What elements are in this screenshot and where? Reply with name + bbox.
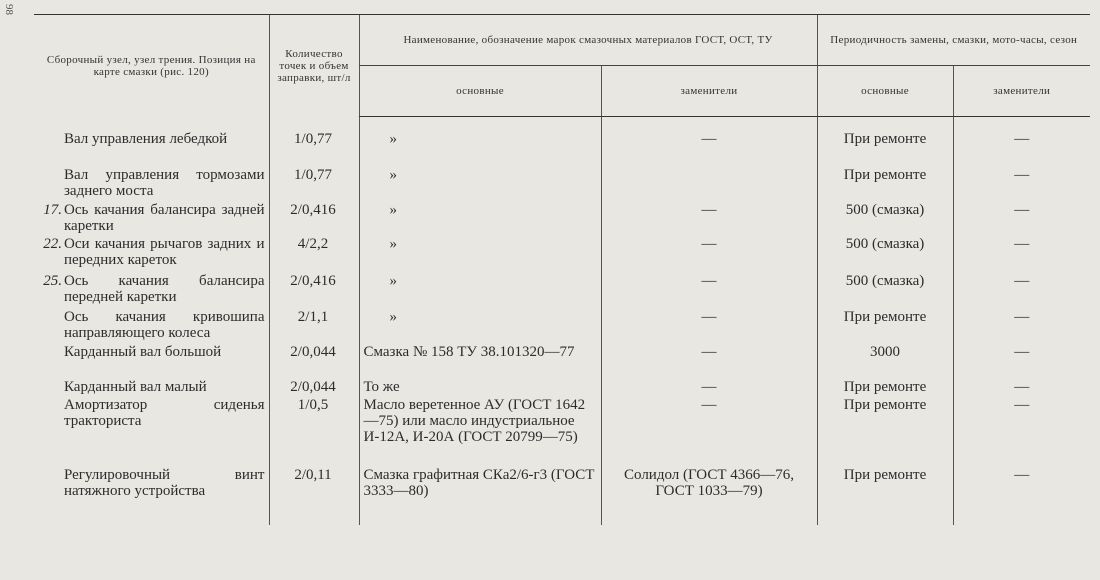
lubrication-table bbox=[34, 14, 1090, 525]
material-sub-cell bbox=[601, 202, 817, 236]
interval-main-text: 500 (смазка) bbox=[845, 236, 925, 252]
table-row bbox=[34, 344, 1090, 379]
quantity-text: 2/0,416 bbox=[290, 202, 336, 218]
material-main-text: » bbox=[389, 309, 397, 325]
interval-main-text: При ремонте bbox=[843, 309, 927, 325]
material-sub-cell bbox=[601, 273, 817, 309]
interval-sub-text: — bbox=[1014, 131, 1030, 147]
material-main-text: То же bbox=[363, 379, 400, 395]
interval-sub-text: — bbox=[1014, 167, 1030, 183]
interval-main-cell bbox=[817, 344, 953, 379]
header-interval: Периодичность замены, смазки, мото-часы, сезон bbox=[817, 15, 1090, 66]
material-main-text: » bbox=[389, 202, 397, 218]
assembly-name-cell bbox=[34, 273, 269, 309]
interval-main-cell bbox=[817, 397, 953, 467]
material-sub-text: — bbox=[701, 131, 717, 147]
interval-sub-cell bbox=[953, 344, 1090, 379]
assembly-name-text: Амортизатор сиденья тракториста bbox=[64, 397, 265, 429]
table-row bbox=[34, 202, 1090, 236]
material-sub-cell bbox=[601, 397, 817, 467]
material-main-cell bbox=[359, 131, 601, 167]
interval-main-text: 500 (смазка) bbox=[845, 273, 925, 289]
table-row bbox=[34, 167, 1090, 202]
material-sub-cell bbox=[601, 344, 817, 379]
interval-main-cell bbox=[817, 131, 953, 167]
interval-sub-cell bbox=[953, 202, 1090, 236]
assembly-name-text: Регулировочный винт натяжного устройства bbox=[64, 467, 265, 499]
interval-main-cell bbox=[817, 167, 953, 202]
quantity-text: 1/0,5 bbox=[297, 397, 329, 413]
assembly-name-cell bbox=[34, 379, 269, 397]
material-sub-text: — bbox=[701, 236, 717, 252]
quantity-text: 1/0,77 bbox=[294, 131, 332, 147]
header-assembly: Сборочный узел, узел трения. Позиция на карте смазки (рис. 120) bbox=[34, 15, 269, 117]
material-main-text: » bbox=[389, 273, 397, 289]
interval-sub-cell bbox=[953, 236, 1090, 273]
position-number: 17. bbox=[43, 202, 62, 218]
interval-main-cell bbox=[817, 309, 953, 344]
position-number: 22. bbox=[43, 236, 62, 252]
material-sub-cell bbox=[601, 236, 817, 273]
interval-main-text: При ремонте bbox=[843, 467, 927, 483]
header-interval-sub: заменители bbox=[953, 66, 1090, 117]
interval-sub-cell bbox=[953, 397, 1090, 467]
quantity-text: 2/0,044 bbox=[290, 344, 336, 360]
assembly-name-cell bbox=[34, 202, 269, 236]
material-main-text: Масло веретенное АУ (ГОСТ 1642—75) или масло индустриальное И-12А, И-20А (ГОСТ 20799—75) bbox=[363, 397, 586, 445]
quantity-text: 1/0,77 bbox=[294, 167, 332, 183]
table-row bbox=[34, 379, 1090, 397]
assembly-name-text: Ось качания балансира задней каретки bbox=[64, 202, 265, 234]
assembly-name-text: Ось качания кривошипа направляющего колеса bbox=[64, 309, 265, 341]
assembly-name-cell bbox=[34, 467, 269, 525]
assembly-name-text: Вал управления лебедкой bbox=[64, 131, 228, 147]
interval-main-cell bbox=[817, 202, 953, 236]
interval-sub-text: — bbox=[1014, 397, 1030, 413]
assembly-name-text: Вал управления тормозами заднего моста bbox=[64, 167, 265, 199]
interval-main-text: При ремонте bbox=[843, 131, 927, 147]
header-materials: Наименование, обозначение марок смазочных материалов ГОСТ, ОСТ, ТУ bbox=[359, 15, 817, 66]
quantity-cell bbox=[269, 167, 359, 202]
interval-sub-cell bbox=[953, 309, 1090, 344]
material-main-cell bbox=[359, 467, 601, 525]
interval-sub-text: — bbox=[1014, 344, 1030, 360]
page-number: 98 bbox=[3, 4, 15, 15]
header-quantity: Количество точек и объем заправки, шт/л bbox=[269, 15, 359, 117]
material-main-cell bbox=[359, 273, 601, 309]
assembly-name-cell bbox=[34, 167, 269, 202]
quantity-text: 4/2,2 bbox=[297, 236, 329, 252]
interval-sub-cell bbox=[953, 167, 1090, 202]
interval-main-cell bbox=[817, 273, 953, 309]
interval-main-cell bbox=[817, 467, 953, 525]
interval-main-text: 3000 bbox=[870, 344, 900, 360]
quantity-cell bbox=[269, 467, 359, 525]
quantity-cell bbox=[269, 309, 359, 344]
quantity-cell bbox=[269, 379, 359, 397]
material-sub-cell bbox=[601, 167, 817, 202]
material-sub-text: — bbox=[701, 379, 717, 395]
interval-sub-text: — bbox=[1014, 236, 1030, 252]
material-main-text: » bbox=[389, 131, 397, 147]
table-row bbox=[34, 467, 1090, 525]
material-sub-cell bbox=[601, 309, 817, 344]
assembly-name-cell bbox=[34, 309, 269, 344]
table-body bbox=[34, 117, 1090, 526]
material-sub-cell bbox=[601, 467, 817, 525]
material-main-cell bbox=[359, 202, 601, 236]
assembly-name-text: Карданный вал большой bbox=[64, 344, 222, 360]
interval-sub-text: — bbox=[1014, 273, 1030, 289]
quantity-text: 2/0,044 bbox=[290, 379, 336, 395]
material-main-cell bbox=[359, 309, 601, 344]
interval-main-text: При ремонте bbox=[843, 397, 927, 413]
quantity-cell bbox=[269, 344, 359, 379]
header-materials-sub: заменители bbox=[601, 66, 817, 117]
assembly-name-text: Ось качания балансира передней каретки bbox=[64, 273, 265, 305]
material-sub-cell bbox=[601, 379, 817, 397]
material-sub-text: — bbox=[701, 273, 717, 289]
quantity-cell bbox=[269, 202, 359, 236]
material-main-text: Смазка № 158 ТУ 38.101320—77 bbox=[363, 344, 575, 360]
assembly-name-cell bbox=[34, 131, 269, 167]
quantity-text: 2/1,1 bbox=[297, 309, 329, 325]
quantity-text: 2/0,11 bbox=[294, 467, 332, 483]
material-main-cell bbox=[359, 167, 601, 202]
interval-sub-text: — bbox=[1014, 379, 1030, 395]
interval-main-text: 500 (смазка) bbox=[845, 202, 925, 218]
assembly-name-cell bbox=[34, 236, 269, 273]
interval-sub-cell bbox=[953, 379, 1090, 397]
table-row bbox=[34, 397, 1090, 467]
quantity-cell bbox=[269, 397, 359, 467]
table-row bbox=[34, 131, 1090, 167]
material-main-cell bbox=[359, 379, 601, 397]
interval-main-cell bbox=[817, 236, 953, 273]
material-sub-text: — bbox=[701, 309, 717, 325]
interval-sub-text: — bbox=[1014, 202, 1030, 218]
header-materials-main: основные bbox=[359, 66, 601, 117]
interval-main-cell bbox=[817, 379, 953, 397]
position-number: 25. bbox=[43, 273, 62, 289]
interval-main-text: При ремонте bbox=[843, 167, 927, 183]
material-sub-text: Солидол (ГОСТ 4366—76, ГОСТ 1033—79) bbox=[624, 467, 794, 499]
assembly-name-text: Оси качания рычагов задних и передних кареток bbox=[64, 236, 265, 268]
assembly-name-cell bbox=[34, 397, 269, 467]
interval-sub-cell bbox=[953, 131, 1090, 167]
assembly-name-cell bbox=[34, 344, 269, 379]
material-main-text: » bbox=[389, 236, 397, 252]
table-row bbox=[34, 236, 1090, 273]
interval-sub-cell bbox=[953, 467, 1090, 525]
material-main-text: » bbox=[389, 167, 397, 183]
quantity-cell bbox=[269, 131, 359, 167]
quantity-cell bbox=[269, 236, 359, 273]
material-sub-cell bbox=[601, 131, 817, 167]
material-main-cell bbox=[359, 344, 601, 379]
interval-main-text: При ремонте bbox=[843, 379, 927, 395]
interval-sub-text: — bbox=[1014, 309, 1030, 325]
material-main-text: Смазка графитная СКа2/6-г3 (ГОСТ 3333—80) bbox=[363, 467, 595, 499]
table-row bbox=[34, 309, 1090, 344]
interval-sub-text: — bbox=[1014, 467, 1030, 483]
material-sub-text: — bbox=[701, 397, 717, 413]
table-row bbox=[34, 273, 1090, 309]
material-sub-text: — bbox=[701, 202, 717, 218]
interval-sub-cell bbox=[953, 273, 1090, 309]
quantity-text: 2/0,416 bbox=[290, 273, 336, 289]
material-main-cell bbox=[359, 397, 601, 467]
material-main-cell bbox=[359, 236, 601, 273]
material-sub-text: — bbox=[701, 344, 717, 360]
assembly-name-text: Карданный вал малый bbox=[64, 379, 207, 395]
header-interval-main: основные bbox=[817, 66, 953, 117]
quantity-cell bbox=[269, 273, 359, 309]
